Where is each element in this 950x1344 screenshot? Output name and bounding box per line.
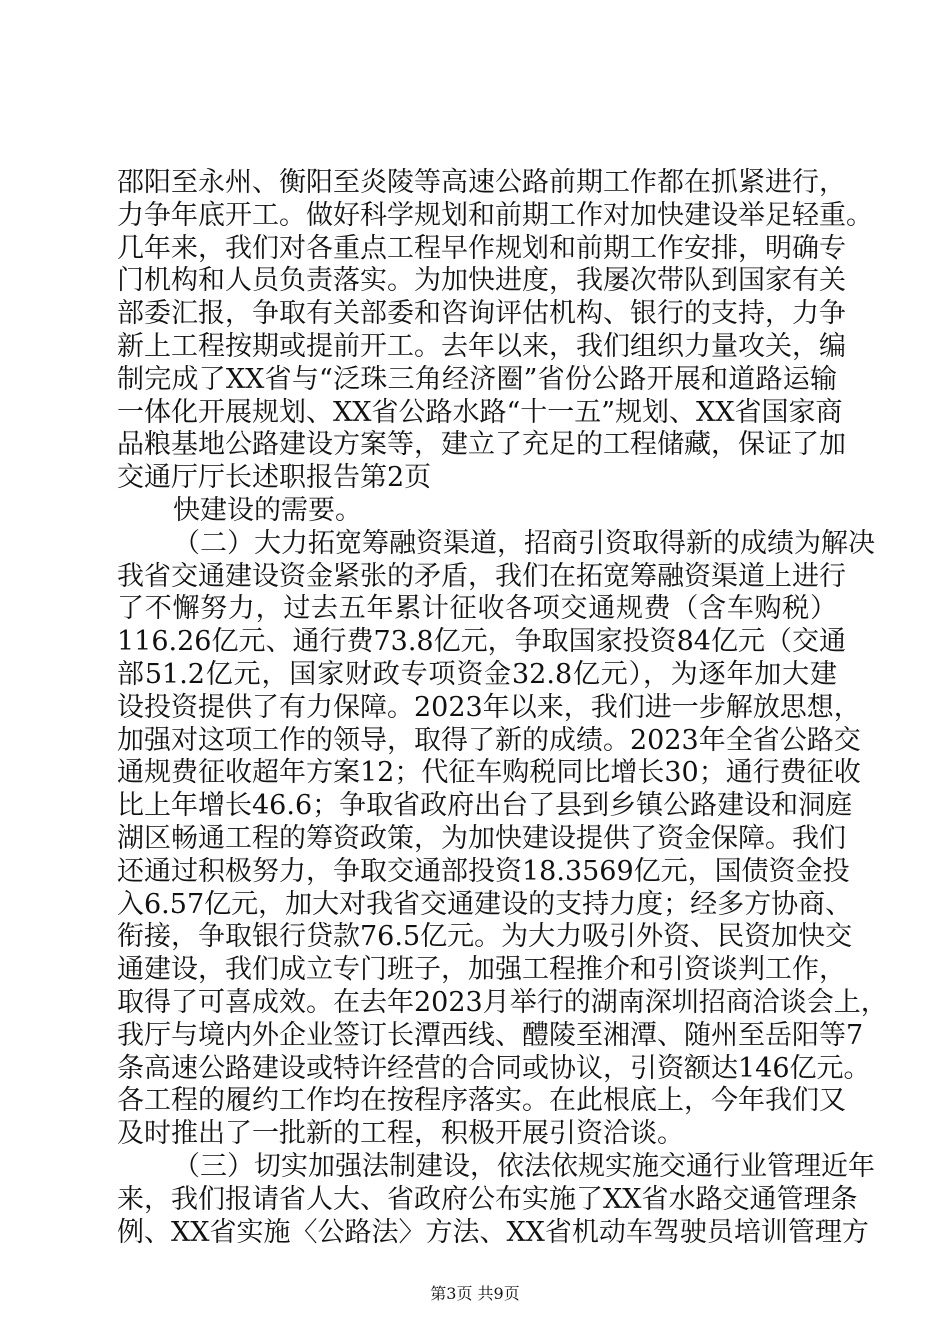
running-header-text: 交通厅厅长述职报告第2页 [117,462,432,494]
paragraph-line: 116.26亿元、通行费73.8亿元，争取国家投资84亿元（交通 [117,626,846,658]
paragraph-line: 了不懈努力，过去五年累计征收各项交通规费（含车购税） [117,593,837,625]
paragraph-line: 力争年底开工。做好科学规划和前期工作对加快建设举足轻重。 [117,199,873,231]
page-footer: 第3页 共9页 [430,1284,520,1303]
paragraph-line: 例、XX省实施〈公路法〉方法、XX省机动车驾驶员培训管理方 [117,1216,869,1248]
paragraph-line: 条高速公路建设或特许经营的合同或协议，引资额达146亿元。 [117,1052,871,1084]
paragraph-line: 比上年增长46.6；争取省政府出台了县到乡镇公路建设和洞庭 [117,790,853,822]
paragraph-line: 通建设，我们成立专门班子，加强工程推介和引资谈判工作， [117,954,846,986]
document-body [117,167,888,1249]
paragraph-line: 湖区畅通工程的筹资政策，为加快建设提供了资金保障。我们 [117,822,846,854]
paragraph-line: 我厅与境内外企业签订长潭西线、醴陵至湘潭、随州至岳阳等7 [117,1019,864,1051]
paragraph-line: 快建设的需要。 [173,494,362,526]
paragraph-line: 入6.57亿元，加大对我省交通建设的支持力度；经多方协商、 [117,888,853,920]
paragraph-line: 各工程的履约工作均在按程序落实。在此根底上，今年我们又 [117,1085,846,1117]
paragraph-line: 新上工程按期或提前开工。去年以来，我们组织力量攻关，编 [117,330,846,362]
paragraph-line: 部委汇报，争取有关部委和咨询评估机构、银行的支持，力争 [117,298,846,330]
paragraph-line: 衔接，争取银行贷款76.5亿元。为大力吸引外资、民资加快交 [117,921,853,953]
paragraph-line: 设投资提供了有力保障。2023年以来，我们进一步解放思想， [117,691,861,723]
paragraph-line: 部51.2亿元，国家财政专项资金32.8亿元），为逐年加大建 [117,658,837,690]
paragraph-line: （二）大力拓宽筹融资渠道，招商引资取得新的成绩为解决 [173,527,875,559]
paragraph-line: （三）切实加强法制建设，依法依规实施交通行业管理近年 [173,1150,875,1182]
paragraph-line: 加强对这项工作的领导，取得了新的成绩。2023年全省公路交 [117,724,861,756]
paragraph-line: 及时推出了一批新的工程，积极开展引资洽谈。 [117,1118,684,1150]
paragraph-line: 邵阳至永州、衡阳至炎陵等高速公路前期工作都在抓紧进行， [117,167,846,198]
paragraph-line: 还通过积极努力，争取交通部投资18.3569亿元，国债资金投 [117,855,850,887]
paragraph-line: 门机构和人员负责落实。为加快进度，我屡次带队到国家有关 [117,265,846,297]
paragraph-line: 几年来，我们对各重点工程早作规划和前期工作安排，明确专 [117,232,846,264]
paragraph-line: 通规费征收超年方案12；代征车购税同比增长30；通行费征收 [117,757,861,789]
paragraph-line: 制完成了XX省与“泛珠三角经济圈”省份公路开展和道路运输 [117,363,837,395]
paragraph-line: 品粮基地公路建设方案等，建立了充足的工程储藏，保证了加 [117,429,846,461]
paragraph-line: 来，我们报请省人大、省政府公布实施了XX省水路交通管理条 [117,1183,858,1215]
paragraph-line: 一体化开展规划、XX省公路水路“十一五”规划、XX省国家商 [117,396,843,428]
paragraph-line: 取得了可喜成效。在去年2023月举行的湖南深圳招商洽谈会上， [117,986,888,1018]
paragraph-line: 我省交通建设资金紧张的矛盾，我们在拓宽筹融资渠道上进行 [117,560,846,592]
